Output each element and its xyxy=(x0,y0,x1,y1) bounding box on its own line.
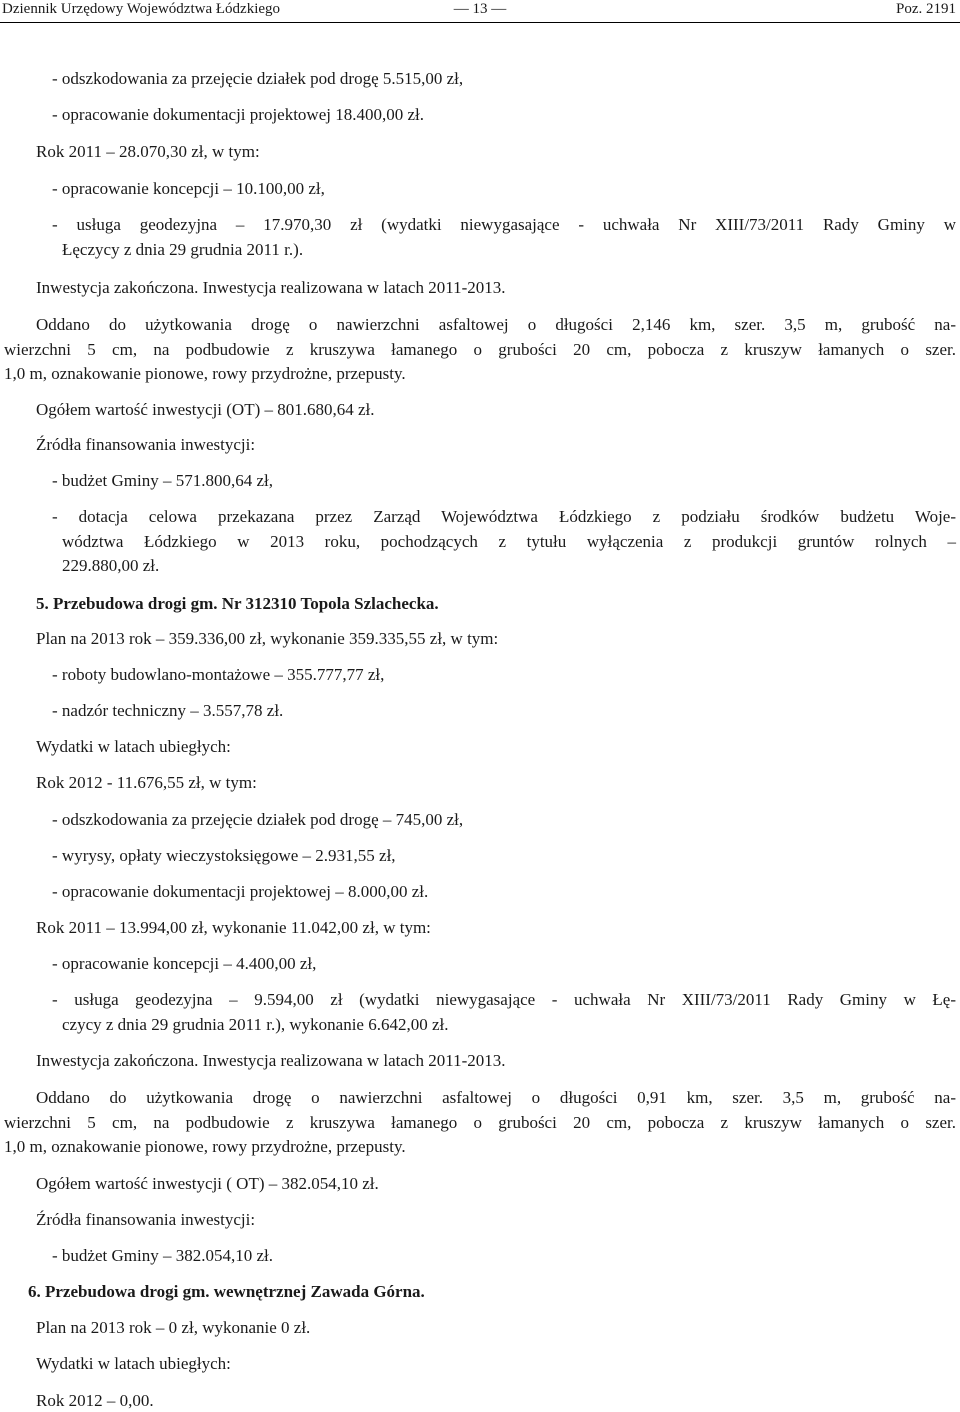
text-line: Oddano do użytkowania drogę o nawierzchni asfaltowej o długości 0,91 km, szer. 3,5 m, grubość na- xyxy=(36,1088,956,1107)
text-line: Rok 2012 – 0,00. xyxy=(36,1391,154,1410)
text-line: - nadzór techniczny – 3.557,78 zł. xyxy=(52,701,284,720)
position-number: Poz. 2191 xyxy=(896,1,956,17)
text-line: Ogółem wartość inwestycji (OT) – 801.680,64 zł. xyxy=(36,400,375,419)
text-line: Źródła finansowania inwestycji: xyxy=(36,1210,256,1229)
section-heading: 5. Przebudowa drogi gm. Nr 312310 Topola Szlachecka. xyxy=(36,594,439,613)
text-line: Rok 2012 - 11.676,55 zł, w tym: xyxy=(36,773,257,792)
text-line: Rok 2011 – 28.070,30 zł, w tym: xyxy=(36,142,260,161)
text-line: wierzchni 5 cm, na podbudowie z kruszywa łamanego o grubości 20 cm, pobocza z kruszyw łamanych o szer. xyxy=(4,340,956,359)
text-line: Wydatki w latach ubiegłych: xyxy=(36,737,231,756)
text-line: 229.880,00 zł. xyxy=(62,556,160,575)
text-line: 1,0 m, oznakowanie pionowe, rowy przydrożne, przepusty. xyxy=(4,1137,406,1156)
text-line: Ogółem wartość inwestycji ( OT) – 382.054,10 zł. xyxy=(36,1174,379,1193)
text-line: Plan na 2013 rok – 359.336,00 zł, wykonanie 359.335,55 zł, w tym: xyxy=(36,629,499,648)
text-line: Inwestycja zakończona. Inwestycja realizowana w latach 2011-2013. xyxy=(36,278,506,297)
text-line: czycy z dnia 29 grudnia 2011 r.), wykonanie 6.642,00 zł. xyxy=(62,1015,449,1034)
text-line: wództwa Łódzkiego w 2013 roku, pochodzących z tytułu wyłączenia z produkcji gruntów rolnych – xyxy=(62,532,956,551)
text-line: - odszkodowania za przejęcie działek pod drogę – 745,00 zł, xyxy=(52,810,464,829)
text-line: Oddano do użytkowania drogę o nawierzchni asfaltowej o długości 2,146 km, szer. 3,5 m, grubość na- xyxy=(36,315,956,334)
text-line: Wydatki w latach ubiegłych: xyxy=(36,1354,231,1373)
section-heading: 6. Przebudowa drogi gm. wewnętrznej Zawada Górna. xyxy=(28,1282,425,1301)
text-line: wierzchni 5 cm, na podbudowie z kruszywa łamanego o grubości 20 cm, pobocza z kruszyw łamanych o szer. xyxy=(4,1113,956,1132)
text-line: - wyrysy, opłaty wieczystoksięgowe – 2.931,55 zł, xyxy=(52,846,396,865)
text-line: - opracowanie koncepcji – 4.400,00 zł, xyxy=(52,954,317,973)
text-line: 1,0 m, oznakowanie pionowe, rowy przydrożne, przepusty. xyxy=(4,364,406,383)
text-line: - opracowanie dokumentacji projektowej – 8.000,00 zł. xyxy=(52,882,429,901)
text-line: - budżet Gminy – 571.800,64 zł, xyxy=(52,471,273,490)
text-line: Plan na 2013 rok – 0 zł, wykonanie 0 zł. xyxy=(36,1318,311,1337)
text-line: Łęczycy z dnia 29 grudnia 2011 r.). xyxy=(62,240,304,259)
text-line: - opracowanie dokumentacji projektowej 18.400,00 zł. xyxy=(52,105,424,124)
text-line: - usługa geodezyjna – 9.594,00 zł (wydatki niewygasające - uchwała Nr XIII/73/2011 Rady Gminy w Łę- xyxy=(52,990,956,1009)
page-number: — 13 — xyxy=(453,1,507,17)
journal-title: Dziennik Urzędowy Województwa Łódzkiego xyxy=(2,1,281,17)
text-line: Inwestycja zakończona. Inwestycja realizowana w latach 2011-2013. xyxy=(36,1051,506,1070)
text-line: - usługa geodezyjna – 17.970,30 zł (wydatki niewygasające - uchwała Nr XIII/73/2011 Rady Gminy w xyxy=(52,215,956,234)
page-header xyxy=(0,0,960,23)
text-line: Źródła finansowania inwestycji: xyxy=(36,435,256,454)
text-line: - roboty budowlano-montażowe – 355.777,77 zł, xyxy=(52,665,385,684)
text-line: - budżet Gminy – 382.054,10 zł. xyxy=(52,1246,273,1265)
text-line: Rok 2011 – 13.994,00 zł, wykonanie 11.042,00 zł, w tym: xyxy=(36,918,431,937)
text-line: - odszkodowania za przejęcie działek pod drogę 5.515,00 zł, xyxy=(52,69,464,88)
text-line: - opracowanie koncepcji – 10.100,00 zł, xyxy=(52,179,325,198)
text-line: - dotacja celowa przekazana przez Zarząd Województwa Łódzkiego z podziału środków budżetu Woje- xyxy=(52,507,956,526)
